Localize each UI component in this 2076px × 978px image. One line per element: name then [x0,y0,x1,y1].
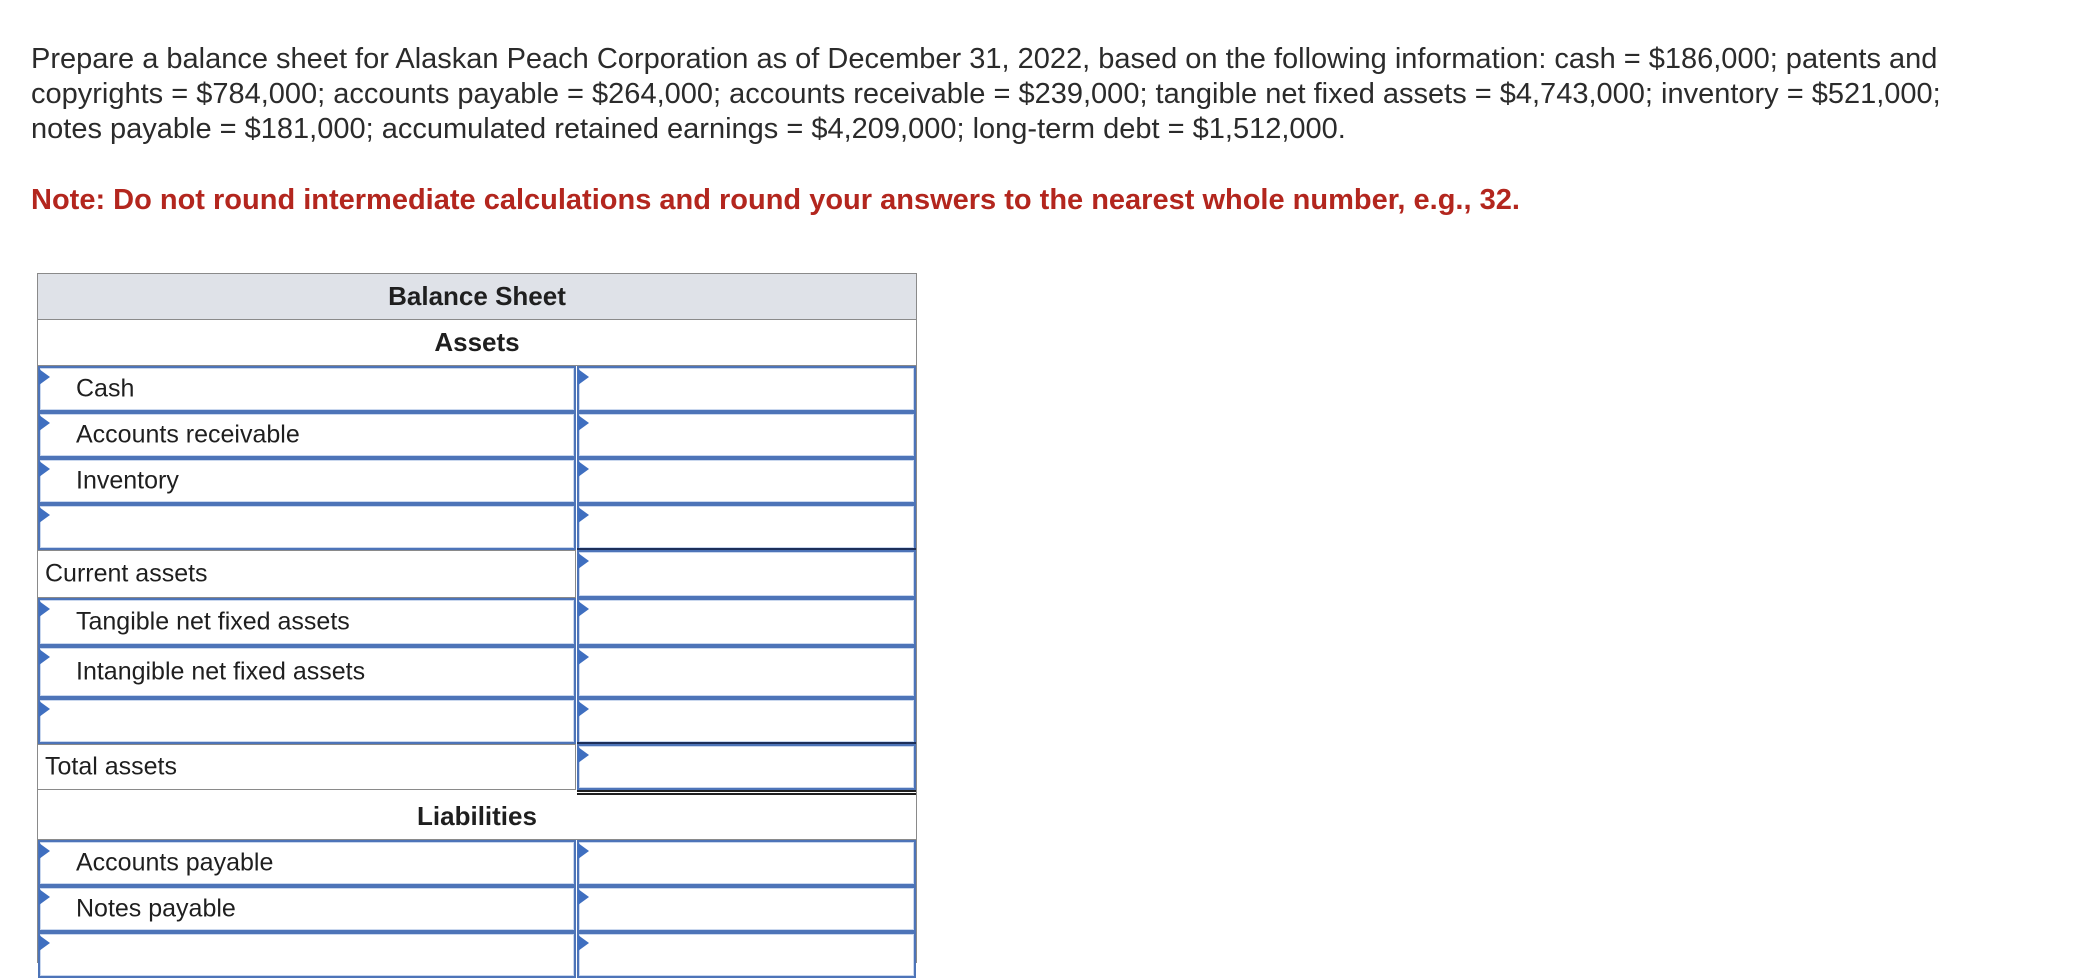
dropdown-marker-icon [578,889,589,905]
dropdown-marker-icon [578,935,589,951]
cash-value-input[interactable] [577,366,916,412]
cash-label: Cash [76,374,135,403]
cash-label-field[interactable] [38,366,576,412]
notes-payable-row [38,886,916,932]
tangible-net-fixed-assets-value-input[interactable] [577,598,916,646]
current-assets-row [38,550,916,598]
accounts-receivable-row [38,412,916,458]
dropdown-marker-icon [39,415,50,431]
notes-payable-label: Notes payable [76,894,236,923]
accounts-payable-row [38,840,916,886]
total-assets-label-cell [38,744,576,790]
intangible-net-fixed-assets-label-field[interactable] [38,646,576,698]
blank-fixed-label-field[interactable] [38,698,576,744]
blank-liability-row [38,932,916,978]
balance-sheet-title: Balance Sheet [388,281,566,311]
assets-heading: Assets [434,327,520,357]
dropdown-marker-icon [39,461,50,477]
intangible-net-fixed-assets-value-input[interactable] [577,646,916,698]
dropdown-marker-icon [578,553,589,569]
accounts-receivable-label-field[interactable] [38,412,576,458]
blank-liability-label-field[interactable] [38,932,576,978]
intangible-net-fixed-assets-row [38,646,916,698]
dropdown-marker-icon [39,507,50,523]
inventory-label: Inventory [76,466,179,495]
assets-heading-row [38,320,916,366]
dropdown-marker-icon [578,747,589,763]
dropdown-marker-icon [578,601,589,617]
blank-fixed-row [38,698,916,744]
tangible-net-fixed-assets-label-field[interactable] [38,598,576,646]
dropdown-marker-icon [39,935,50,951]
accounts-payable-value-input[interactable] [577,840,916,886]
balance-sheet-table [37,273,917,963]
dropdown-marker-icon [578,461,589,477]
accounts-receivable-label: Accounts receivable [76,420,300,449]
current-assets-value-input[interactable] [577,550,916,598]
tangible-net-fixed-assets-label: Tangible net fixed assets [76,607,350,636]
total-assets-label: Total assets [45,752,178,781]
inventory-value-input[interactable] [577,458,916,504]
notes-payable-label-field[interactable] [38,886,576,932]
cash-row [38,366,916,412]
dropdown-marker-icon [578,843,589,859]
accounts-payable-label-field[interactable] [38,840,576,886]
blank-asset-label-field[interactable] [38,504,576,550]
inventory-label-field[interactable] [38,458,576,504]
accounts-payable-label: Accounts payable [76,848,274,877]
accounts-receivable-value-input[interactable] [577,412,916,458]
blank-fixed-value-input[interactable] [577,698,916,744]
balance-sheet-title-row [38,273,916,320]
liabilities-heading-row [38,795,916,840]
dropdown-marker-icon [39,369,50,385]
liabilities-heading: Liabilities [417,801,537,831]
dropdown-marker-icon [578,507,589,523]
current-assets-label: Current assets [45,559,208,588]
dropdown-marker-icon [39,843,50,859]
blank-liability-value-input[interactable] [577,932,916,978]
blank-asset-row [38,504,916,550]
dropdown-marker-icon [578,415,589,431]
total-assets-row [38,744,916,790]
dropdown-marker-icon [39,649,50,665]
dropdown-marker-icon [578,369,589,385]
current-assets-label-cell [38,550,576,598]
dropdown-marker-icon [39,601,50,617]
tangible-net-fixed-assets-row [38,598,916,646]
dropdown-marker-icon [39,701,50,717]
inventory-row [38,458,916,504]
dropdown-marker-icon [578,701,589,717]
total-assets-value-input[interactable] [577,744,916,790]
blank-asset-value-input[interactable] [577,504,916,550]
notes-payable-value-input[interactable] [577,886,916,932]
intangible-net-fixed-assets-label: Intangible net fixed assets [76,657,366,686]
dropdown-marker-icon [578,649,589,665]
rounding-note: Note: Do not round intermediate calculations and round your answers to the nearest whole number, e.g., 32. [31,184,1520,216]
dropdown-marker-icon [39,889,50,905]
question-text: Prepare a balance sheet for Alaskan Peach Corporation as of December 31, 2022, based on the following information: cash = $186,000; patents and copyrights = $784,000; accounts payable = $264,000; accounts receivable = $239,000; tangible net fixed assets = $4,743,000; inventory = $521,000; notes payable = $181,000; accumulated retained earnings = $4,209,000; long-term debt = $1,512,000. [31,43,1941,145]
